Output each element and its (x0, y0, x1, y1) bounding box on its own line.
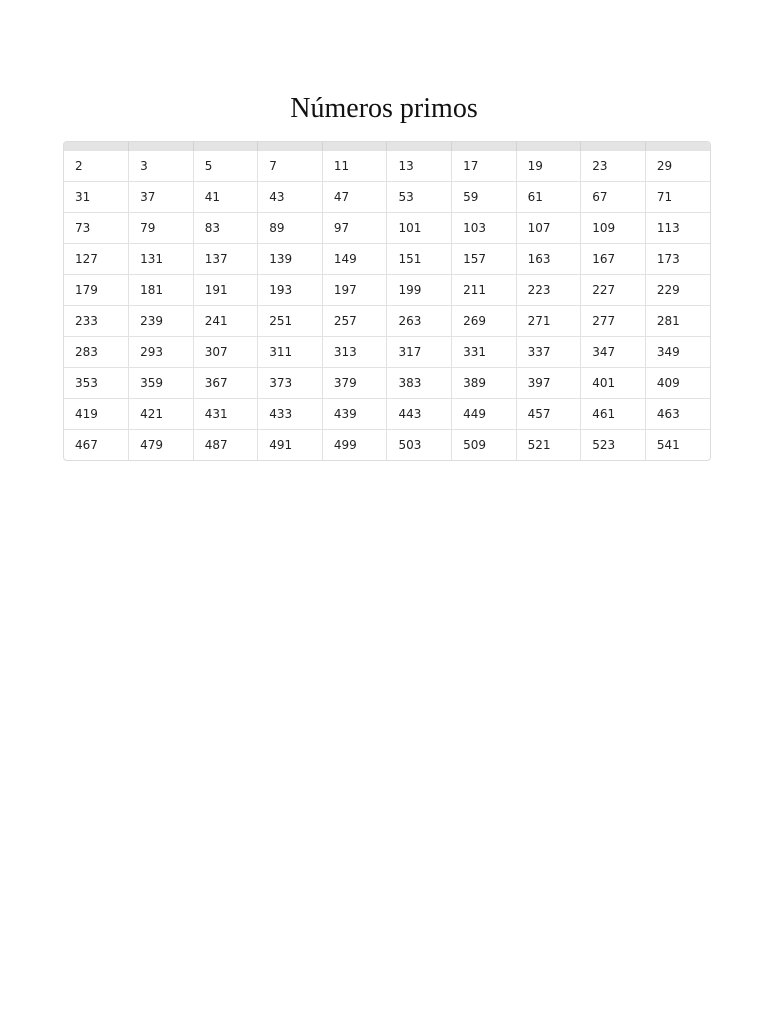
table-cell: 11 (322, 151, 387, 182)
table-cell: 109 (581, 213, 646, 244)
table-cell: 401 (581, 368, 646, 399)
table-cell: 379 (322, 368, 387, 399)
table-cell: 17 (452, 151, 517, 182)
header-cell (581, 142, 646, 151)
table-cell: 523 (581, 430, 646, 461)
table-cell: 509 (452, 430, 517, 461)
table-cell: 131 (129, 244, 194, 275)
table-cell: 181 (129, 275, 194, 306)
table-cell: 347 (581, 337, 646, 368)
table-cell: 227 (581, 275, 646, 306)
table-cell: 23 (581, 151, 646, 182)
table-cell: 331 (452, 337, 517, 368)
primes-table (64, 142, 710, 460)
table-cell: 439 (322, 399, 387, 430)
table-cell: 277 (581, 306, 646, 337)
header-cell (387, 142, 452, 151)
table-cell: 61 (516, 182, 581, 213)
table-cell: 251 (258, 306, 323, 337)
table-cell: 83 (193, 213, 258, 244)
table-row (64, 244, 710, 275)
table-cell: 233 (64, 306, 129, 337)
table-row (64, 182, 710, 213)
table-cell: 3 (129, 151, 194, 182)
table-cell: 461 (581, 399, 646, 430)
table-cell: 239 (129, 306, 194, 337)
table-cell: 197 (322, 275, 387, 306)
table-cell: 37 (129, 182, 194, 213)
table-cell: 283 (64, 337, 129, 368)
header-cell (193, 142, 258, 151)
table-row (64, 213, 710, 244)
header-cell (258, 142, 323, 151)
table-cell: 79 (129, 213, 194, 244)
table-row (64, 430, 710, 461)
table-cell: 43 (258, 182, 323, 213)
table-cell: 281 (645, 306, 710, 337)
table-cell: 257 (322, 306, 387, 337)
table-cell: 193 (258, 275, 323, 306)
table-cell: 311 (258, 337, 323, 368)
table-cell: 431 (193, 399, 258, 430)
table-cell: 421 (129, 399, 194, 430)
table-row (64, 275, 710, 306)
table-cell: 13 (387, 151, 452, 182)
table-cell: 167 (581, 244, 646, 275)
header-cell (129, 142, 194, 151)
table-cell: 463 (645, 399, 710, 430)
table-cell: 373 (258, 368, 323, 399)
table-cell: 269 (452, 306, 517, 337)
table-cell: 211 (452, 275, 517, 306)
table-cell: 41 (193, 182, 258, 213)
table-cell: 73 (64, 213, 129, 244)
table-cell: 443 (387, 399, 452, 430)
table-cell: 157 (452, 244, 517, 275)
table-cell: 313 (322, 337, 387, 368)
table-row (64, 151, 710, 182)
table-cell: 293 (129, 337, 194, 368)
table-row (64, 337, 710, 368)
page-title: Números primos (290, 93, 478, 124)
table-cell: 127 (64, 244, 129, 275)
table-cell: 491 (258, 430, 323, 461)
table-cell: 433 (258, 399, 323, 430)
table-cell: 191 (193, 275, 258, 306)
table-cell: 503 (387, 430, 452, 461)
header-cell (516, 142, 581, 151)
table-cell: 349 (645, 337, 710, 368)
table-cell: 103 (452, 213, 517, 244)
table-cell: 199 (387, 275, 452, 306)
table-cell: 113 (645, 213, 710, 244)
table-cell: 223 (516, 275, 581, 306)
table-cell: 467 (64, 430, 129, 461)
table-cell: 139 (258, 244, 323, 275)
table-cell: 107 (516, 213, 581, 244)
table-cell: 151 (387, 244, 452, 275)
table-cell: 31 (64, 182, 129, 213)
table-cell: 337 (516, 337, 581, 368)
table-cell: 307 (193, 337, 258, 368)
table-row (64, 306, 710, 337)
table-cell: 541 (645, 430, 710, 461)
header-cell (322, 142, 387, 151)
table-cell: 137 (193, 244, 258, 275)
table-cell: 229 (645, 275, 710, 306)
table-cell: 7 (258, 151, 323, 182)
table-cell: 67 (581, 182, 646, 213)
table-cell: 389 (452, 368, 517, 399)
table-cell: 479 (129, 430, 194, 461)
table-cell: 317 (387, 337, 452, 368)
table-cell: 179 (64, 275, 129, 306)
table-cell: 47 (322, 182, 387, 213)
table-cell: 5 (193, 151, 258, 182)
table-cell: 521 (516, 430, 581, 461)
table-cell: 487 (193, 430, 258, 461)
primes-table-container (63, 141, 711, 461)
table-cell: 149 (322, 244, 387, 275)
header-cell (645, 142, 710, 151)
table-cell: 367 (193, 368, 258, 399)
header-cell (452, 142, 517, 151)
table-cell: 241 (193, 306, 258, 337)
table-cell: 59 (452, 182, 517, 213)
table-header (64, 142, 710, 151)
table-body (64, 151, 710, 461)
table-cell: 2 (64, 151, 129, 182)
table-cell: 383 (387, 368, 452, 399)
table-cell: 173 (645, 244, 710, 275)
table-cell: 499 (322, 430, 387, 461)
header-cell (64, 142, 129, 151)
table-cell: 353 (64, 368, 129, 399)
table-row (64, 399, 710, 430)
table-cell: 397 (516, 368, 581, 399)
table-row (64, 368, 710, 399)
table-cell: 271 (516, 306, 581, 337)
table-cell: 89 (258, 213, 323, 244)
table-cell: 19 (516, 151, 581, 182)
table-cell: 409 (645, 368, 710, 399)
table-cell: 97 (322, 213, 387, 244)
table-cell: 359 (129, 368, 194, 399)
table-cell: 71 (645, 182, 710, 213)
table-cell: 53 (387, 182, 452, 213)
table-cell: 457 (516, 399, 581, 430)
table-cell: 101 (387, 213, 452, 244)
table-header-row (64, 142, 710, 151)
table-cell: 163 (516, 244, 581, 275)
table-cell: 419 (64, 399, 129, 430)
table-cell: 29 (645, 151, 710, 182)
table-cell: 263 (387, 306, 452, 337)
table-cell: 449 (452, 399, 517, 430)
